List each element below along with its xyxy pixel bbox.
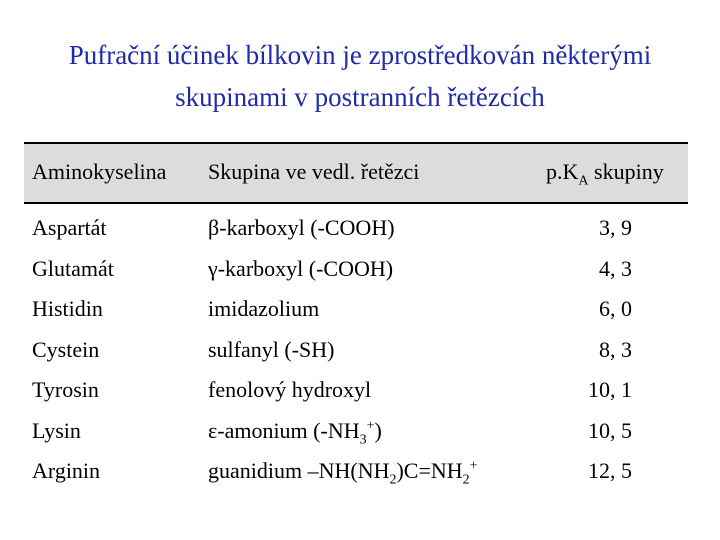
table-row bbox=[24, 411, 688, 452]
group-text-segment: )C=NH bbox=[396, 458, 463, 483]
cell-pka: 10, 1 bbox=[588, 377, 632, 402]
group-text-segment: 3 bbox=[359, 431, 367, 447]
header-pka-sub: A bbox=[578, 173, 589, 189]
cell-aminokyselina: Glutamát bbox=[32, 255, 114, 281]
cell-pka: 12, 5 bbox=[588, 458, 632, 483]
cell-aminokyselina: Cystein bbox=[32, 336, 100, 362]
cell-pka: 10, 5 bbox=[588, 417, 632, 443]
cell-pka: 4, 3 bbox=[599, 255, 632, 281]
group-text-segment: 2 bbox=[462, 472, 470, 488]
group-text-segment: fenolový hydroxyl bbox=[208, 377, 372, 402]
cell-aminokyselina: Arginin bbox=[32, 458, 101, 483]
header-aminokyselina: Aminokyselina bbox=[32, 159, 167, 184]
group-text-segment: + bbox=[469, 458, 478, 474]
header-pka bbox=[546, 159, 664, 189]
group-text-segment: γ-karboxyl (-COOH) bbox=[208, 255, 394, 281]
pka-table bbox=[24, 142, 688, 492]
cell-aminokyselina: Tyrosin bbox=[32, 377, 99, 402]
cell-skupina bbox=[208, 418, 382, 448]
table-row bbox=[24, 330, 688, 371]
cell-aminokyselina: Lysin bbox=[32, 417, 81, 443]
header-pka-rest: skupiny bbox=[588, 159, 664, 184]
cell-aminokyselina: Histidin bbox=[32, 296, 103, 321]
cell-skupina bbox=[208, 337, 334, 363]
group-text-segment: 2 bbox=[389, 472, 397, 488]
cell-pka: 3, 9 bbox=[599, 215, 632, 240]
cell-skupina bbox=[208, 215, 395, 241]
table-header bbox=[24, 142, 688, 204]
cell-aminokyselina: Aspartát bbox=[32, 215, 107, 240]
cell-skupina bbox=[208, 377, 371, 403]
slide-title bbox=[0, 34, 720, 118]
table-row bbox=[24, 249, 688, 290]
cell-skupina bbox=[208, 296, 319, 322]
table-row bbox=[24, 370, 688, 411]
group-text-segment: guanidium –NH(NH bbox=[208, 458, 390, 483]
table-body bbox=[24, 204, 688, 492]
header-pka-main: p.K bbox=[546, 159, 579, 184]
group-text-segment: ) bbox=[374, 417, 382, 443]
cell-pka: 8, 3 bbox=[599, 336, 632, 362]
cell-skupina bbox=[208, 256, 393, 282]
title-line-1: Pufrační účinek bílkovin je zprostředkován některými bbox=[68, 40, 652, 70]
title-line-2: skupinami v postranních řetězcích bbox=[175, 82, 545, 112]
table-row bbox=[24, 451, 688, 492]
group-text-segment: + bbox=[366, 418, 375, 434]
group-text-segment: sulfanyl (-SH) bbox=[208, 336, 335, 362]
group-text-segment: β-karboxyl (-COOH) bbox=[208, 215, 395, 240]
table-row bbox=[24, 208, 688, 249]
table-row bbox=[24, 289, 688, 330]
group-text-segment: ε-amonium (-NH bbox=[208, 417, 360, 443]
header-skupina: Skupina ve vedl. řetězci bbox=[208, 159, 420, 184]
cell-skupina bbox=[208, 458, 478, 488]
cell-pka: 6, 0 bbox=[599, 296, 632, 321]
group-text-segment: imidazolium bbox=[208, 296, 320, 321]
